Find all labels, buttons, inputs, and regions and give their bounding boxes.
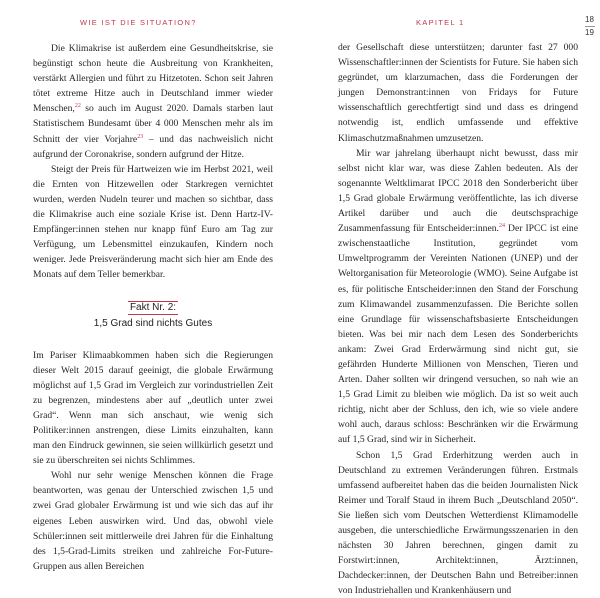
paragraph-text: Der IPCC ist eine zwischenstaatliche Institution, gegründet vom Umweltprogramm der Vereinten Nationen (UNEP) und der Weltorganisation für Meteorologie (WMO). Seine Aufgabe ist es, für politische Entscheider:innen den Stand der Forschung zum Klimawandel zusammenzufassen. Die Berichte sollen eine Grundlage für wissenschaftsbasierte Entscheidungen bieten. Was bei mir nach dem Lesen des Sonderberichts ankam: Zwei Grad Erderwärmung sind nicht gut, sie gefährden Hunderte Millionen von Menschen, Tieren und Arten. Daher sollten wir dringend versuchen, so nah wie an 1,5 Grad Limit zu bleiben wie möglich. Da ist so weit auch richtig, nicht aber der Schluss, den ich, wie so viele andere wohl auch, daraus schloss: Beschränken wir die Erwärmung auf 1,5 Grad, sind wir in Sicherheit. xyxy=(338,223,578,446)
paragraph-text: Die Klimakrise ist außerdem eine Gesundheitskrise, sie begünstigt schon heute die Ausbreitung von Krankheiten, verstärkt Allergien und führt zu Hitzetoten. Schon seit Jahren tötet extreme Hitze auch in Deutschland immer wieder Menschen, xyxy=(33,43,273,115)
right-page-column xyxy=(338,40,578,598)
page-number-left: 18 xyxy=(585,15,594,24)
paragraph: Schon 1,5 Grad Erderhitzung werden auch in Deutschland zu extremen Veränderungen führen. Erstmals umfassend aufbereitet haben das die beiden Journalisten Nick Reimer und Toralf Staud in ihrem Buch „Deutschland 2050“. Sie ließen sich vom Deutschen Wetterdienst Klimamodelle ausgeben, die unterschiedliche Erwärmungsszenarien in den nächsten 30 Jahren berechnen, gingen damit zu Forstwirt:innen, Architekt:innen, Ärzt:innen, Dachdecker:innen, der Deutschen Bahn und Betreiber:innen von Industriehallen und Krankenhäusern und xyxy=(338,449,578,597)
paragraph: Steigt der Preis für Hartweizen wie im Herbst 2021, weil die Ernten von Hitzewellen oder Starkregen vernichtet wurden, werden Nudeln teurer und machen so sichtbar, dass die Klimakrise auch eine soziale Krise ist. Denn Hartz-IV-Empfänger:innen stehen nur knapp fünf Euro am Tag zur Verfügung, um Lebensmittel einzukaufen, Kindern noch weniger. Jede Preisveränderung macht sich hier am Ende des Monats auf dem Teller bemerkbar. xyxy=(33,163,273,281)
paragraph: der Gesellschaft diese unterstützen; darunter fast 27 000 Wissenschaftler:innen der Scientists for Future. Sie haben sich gegründet, um klarzumachen, dass die Forderungen der jungen Demonstrant:innen von Fridays for Future wissenschaftlich gerechtfertigt sind und dass es dringend notwendig ist, endlich umfassende und effektive Klimaschutzmaßnahmen umzusetzen. xyxy=(338,42,578,144)
fact-heading xyxy=(33,301,273,331)
page-number-right: 19 xyxy=(585,28,594,37)
paragraph: Wohl nur sehr wenige Menschen können die Frage beantworten, was genau der Unterschied zwischen 1,5 und zwei Grad globaler Erwärmung ist und wie sich das auf ihr eigenes Leben auswirken wird. Und das, obwohl viele Schüler:innen seit mittlerweile drei Jahren für die Einhaltung des 1,5-Grad-Limits streiken und zahlreiche For-Future-Gruppen aus allen Bereichen xyxy=(33,470,273,572)
paragraph xyxy=(33,41,273,162)
paragraph-text: – und das nachweislich nicht aufgrund der Coronakrise, sondern aufgrund der Hitze. xyxy=(33,133,274,160)
fact-title: Fakt Nr. 2: xyxy=(129,301,177,313)
left-page-column xyxy=(33,41,273,574)
running-head-right: KAPITEL 1 xyxy=(416,18,465,27)
footnote-marker[interactable]: 24 xyxy=(498,222,505,229)
footnote-marker[interactable]: 23 xyxy=(137,133,144,140)
footnote-marker[interactable]: 22 xyxy=(74,103,81,110)
paragraph: Im Pariser Klimaabkommen haben sich die Regierungen dieser Welt 2015 darauf geeinigt, die globale Erwärmung möglichst auf 1,5 Grad im Vergleich zur vorindustriellen Zeit zu begrenzen, mindestens aber auf „deutlich unter zwei Grad“. Wenn man sich anschaut, wie wenig sich Politiker:innen anstrengen, diese Limits einzuhalten, kann man den Eindruck gewinnen, sie seien willkürlich gesetzt und sie zu überschreiten sei nichts Schlimmes. xyxy=(33,349,273,467)
paragraph xyxy=(338,146,578,448)
paragraph-text: Mir war jahrelang überhaupt nicht bewusst, dass mir selbst nicht klar war, was diese Zahlen bedeuten. Als der sogenannte Weltklimarat IPCC 2018 den Sonderbericht über 1,5 Grad globale Erwärmung veröffentlichte, las ich diverse Artikel darüber und auch die deutschsprachige Zusammenfassung für Entscheider:innen. xyxy=(338,147,578,235)
page-numbers xyxy=(585,15,595,38)
paragraph-text: so auch im August 2020. Damals starben laut Statistischem Bundesamt über 4 000 Menschen mehr als im Schnitt der vier Vorjahre xyxy=(33,103,273,145)
page-number-divider xyxy=(585,26,595,27)
running-head-left: WIE IST DIE SITUATION? xyxy=(80,18,197,27)
fact-subtitle: 1,5 Grad sind nichts Gutes xyxy=(93,317,213,329)
